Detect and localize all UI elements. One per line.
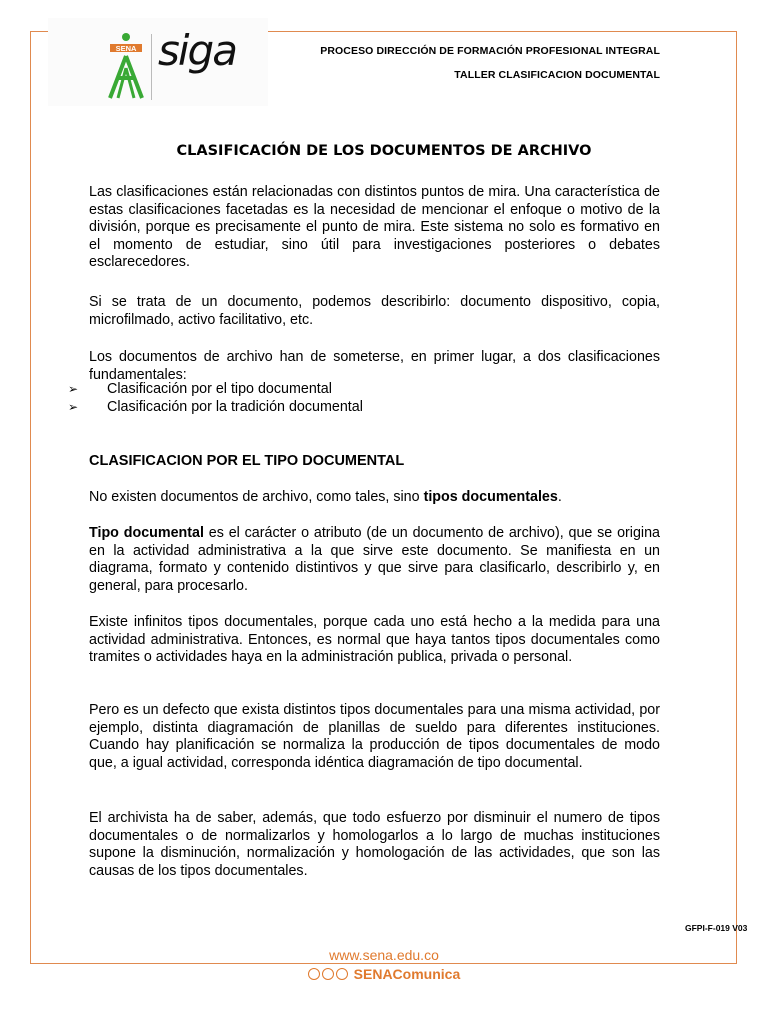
intro-paragraph-2: Si se trata de un documento, podemos describirlo: documento dispositivo, copia, microfilmado, activo facilitativo, etc. bbox=[89, 294, 660, 328]
document-code: GFPI-F-019 V03 bbox=[685, 923, 748, 933]
footer-social-handle: SENAComunica bbox=[353, 966, 461, 982]
section-paragraph-1 bbox=[89, 489, 660, 507]
section-paragraph-2-text: es el carácter o atributo (de un documento de archivo), que se origina en la actividad administrativa a la que sirve este documento. Se manifiesta en un diagrama, formato y contenido distintivos y que sirve para clasificarlo, describirlo y, en general, para procesarlo. bbox=[89, 525, 660, 594]
social-icon bbox=[322, 968, 334, 980]
section-paragraph-2 bbox=[89, 525, 660, 595]
logo-divider bbox=[151, 34, 152, 100]
bullet-arrow-icon: ➢ bbox=[68, 382, 79, 396]
section-paragraph-2-bold: Tipo documental bbox=[89, 525, 204, 541]
section-paragraph-1-end: . bbox=[557, 489, 562, 505]
footer-social[interactable] bbox=[0, 966, 768, 982]
section-paragraph-4: Pero es un defecto que exista distintos tipos documentales para una misma actividad, por ejemplo, distinta diagramación de planillas de sueldo para diferentes instituciones. Cuando hay planificación se normaliza la producción de tipos documentales de modo que, a igual actividad, corresponda idéntica diagramación de tipo documental. bbox=[89, 702, 660, 771]
sena-logo bbox=[104, 32, 148, 102]
bullet-label: Clasificación por el tipo documental bbox=[107, 381, 332, 397]
header-workshop: TALLER CLASIFICACION DOCUMENTAL bbox=[454, 69, 660, 81]
section-paragraph-3: Existe infinitos tipos documentales, porque cada uno está hecho a la medida para una actividad administrativa. Entonces, es normal que haya tantos tipos documentales como tramites o actividades haya en la administración publica, privada o personal. bbox=[89, 614, 660, 665]
header-process: PROCESO DIRECCIÓN DE FORMACIÓN PROFESIONAL INTEGRAL bbox=[320, 45, 660, 57]
page-title: CLASIFICACIÓN DE LOS DOCUMENTOS DE ARCHIVO bbox=[176, 143, 592, 159]
bullet-label: Clasificación por la tradición documental bbox=[107, 399, 363, 415]
footer-url-link[interactable]: www.sena.edu.co bbox=[329, 947, 439, 963]
bullet-arrow-icon: ➢ bbox=[68, 400, 79, 414]
intro-paragraph-1: Las clasificaciones están relacionadas con distintos puntos de mira. Una característica de estas clasificaciones facetadas es la necesidad de mencionar el enfoque o motivo de la división, porque es precisamente el punto de mira. Este sistema no solo es formativo en el momento de estudiar, sino útil para investigaciones posteriores o debates esclarecedores. bbox=[89, 184, 660, 270]
siga-logo: siga bbox=[158, 26, 236, 75]
section-paragraph-1-bold: tipos documentales bbox=[423, 489, 558, 505]
sena-logo-text: SENA bbox=[115, 44, 137, 53]
intro-paragraph-3: Los documentos de archivo han de someterse, en primer lugar, a dos clasificaciones fundamentales: bbox=[89, 349, 660, 383]
social-icon bbox=[336, 968, 348, 980]
section-paragraph-5: El archivista ha de saber, además, que todo esfuerzo por disminuir el numero de tipos documentales o de normalizarlos y homologarlos a lo largo de muchas instituciones supone la disminución, normalización y homologación de las actividades, que son las causas de los tipos documentales. bbox=[89, 810, 660, 879]
social-icon bbox=[308, 968, 320, 980]
section-heading: CLASIFICACION POR EL TIPO DOCUMENTAL bbox=[89, 453, 405, 469]
section-paragraph-1-text: No existen documentos de archivo, como tales, sino bbox=[89, 489, 424, 505]
